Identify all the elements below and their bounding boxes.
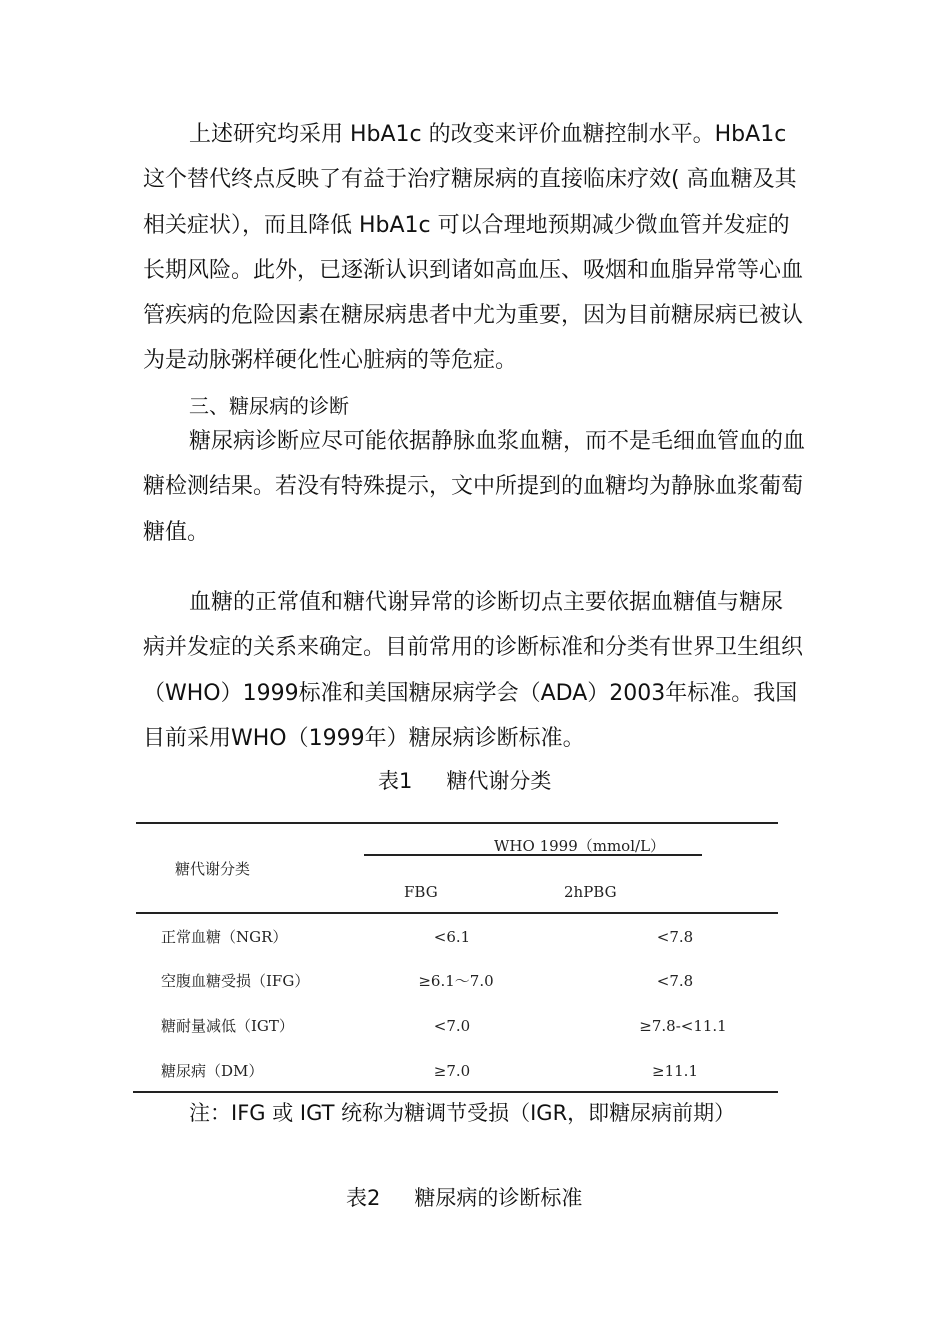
table1-label: 表1 xyxy=(378,769,413,793)
table2-label: 表2 xyxy=(346,1186,381,1210)
text-line: 病并发症的关系来确定。目前常用的诊断标准和分类有世界卫生组织 xyxy=(143,635,804,661)
row-fbg: <6.1 xyxy=(433,928,471,946)
row-fbg: ≥6.1～7.0 xyxy=(418,972,494,990)
text-line: 长期风险。此外，已逐渐认识到诸如高血压、吸烟和血脂异常等心血 xyxy=(143,257,804,283)
row-category: 糖尿病（DM） xyxy=(161,1062,264,1080)
paragraph-diagnosis xyxy=(143,419,808,555)
header-category: 糖代谢分类 xyxy=(175,860,251,878)
header-fbg: FBG xyxy=(404,883,438,901)
row-category: 糖耐量减低（IGT） xyxy=(161,1017,294,1035)
row-category: 空腹血糖受损（IFG） xyxy=(161,972,310,990)
text-line: 目前采用WHO（1999年）糖尿病诊断标准。 xyxy=(143,725,585,751)
row-2hpbg: <7.8 xyxy=(656,928,694,946)
text-line: 糖检测结果。若没有特殊提示，文中所提到的血糖均为静脉血浆葡萄 xyxy=(143,474,804,500)
header-who-group: WHO 1999（mmol/L） xyxy=(494,837,666,855)
row-fbg: <7.0 xyxy=(433,1017,471,1035)
row-2hpbg: ≥7.8-<11.1 xyxy=(639,1017,727,1035)
text-line: 上述研究均采用 HbA1c 的改变来评价血糖控制水平。HbA1c xyxy=(189,122,787,147)
paragraph-hba1c xyxy=(143,112,808,384)
table-bottom-rule xyxy=(133,1091,778,1093)
table2-caption xyxy=(346,1183,582,1213)
table-header-rule xyxy=(136,912,778,914)
row-2hpbg: <7.8 xyxy=(656,972,694,990)
row-category: 正常血糖（NGR） xyxy=(161,928,288,946)
table1-note: 注：IFG 或 IGT 统称为糖调节受损（IGR，即糖尿病前期） xyxy=(189,1101,736,1125)
text-line: 这个替代终点反映了有益于治疗糖尿病的直接临床疗效( 高血糖及其 xyxy=(143,167,797,193)
table1-caption xyxy=(378,766,551,796)
text-line: 相关症状），而且降低 HbA1c 可以合理地预期减少微血管并发症的 xyxy=(143,212,790,238)
row-2hpbg: ≥11.1 xyxy=(652,1062,698,1080)
text-line: （WHO）1999标准和美国糖尿病学会（ADA）2003年标准。我国 xyxy=(143,680,798,706)
table2-title: 糖尿病的诊断标准 xyxy=(414,1186,583,1210)
section-heading: 三、糖尿病的诊断 xyxy=(189,394,349,418)
text-line: 管疾病的危险因素在糖尿病患者中尤为重要，因为目前糖尿病已被认 xyxy=(143,303,804,329)
table1-title: 糖代谢分类 xyxy=(446,769,552,793)
text-line: 为是动脉粥样硬化性心脏病的等危症。 xyxy=(143,348,518,374)
text-line: 血糖的正常值和糖代谢异常的诊断切点主要依据血糖值与糖尿 xyxy=(189,590,784,615)
row-fbg: ≥7.0 xyxy=(433,1062,471,1080)
table-top-rule xyxy=(136,822,778,824)
paragraph-standards xyxy=(143,580,808,761)
header-2hpbg: 2hPBG xyxy=(564,883,617,901)
text-line: 糖尿病诊断应尽可能依据静脉血浆血糖，而不是毛细血管血的血 xyxy=(189,429,806,454)
text-line: 糖值。 xyxy=(143,519,210,545)
